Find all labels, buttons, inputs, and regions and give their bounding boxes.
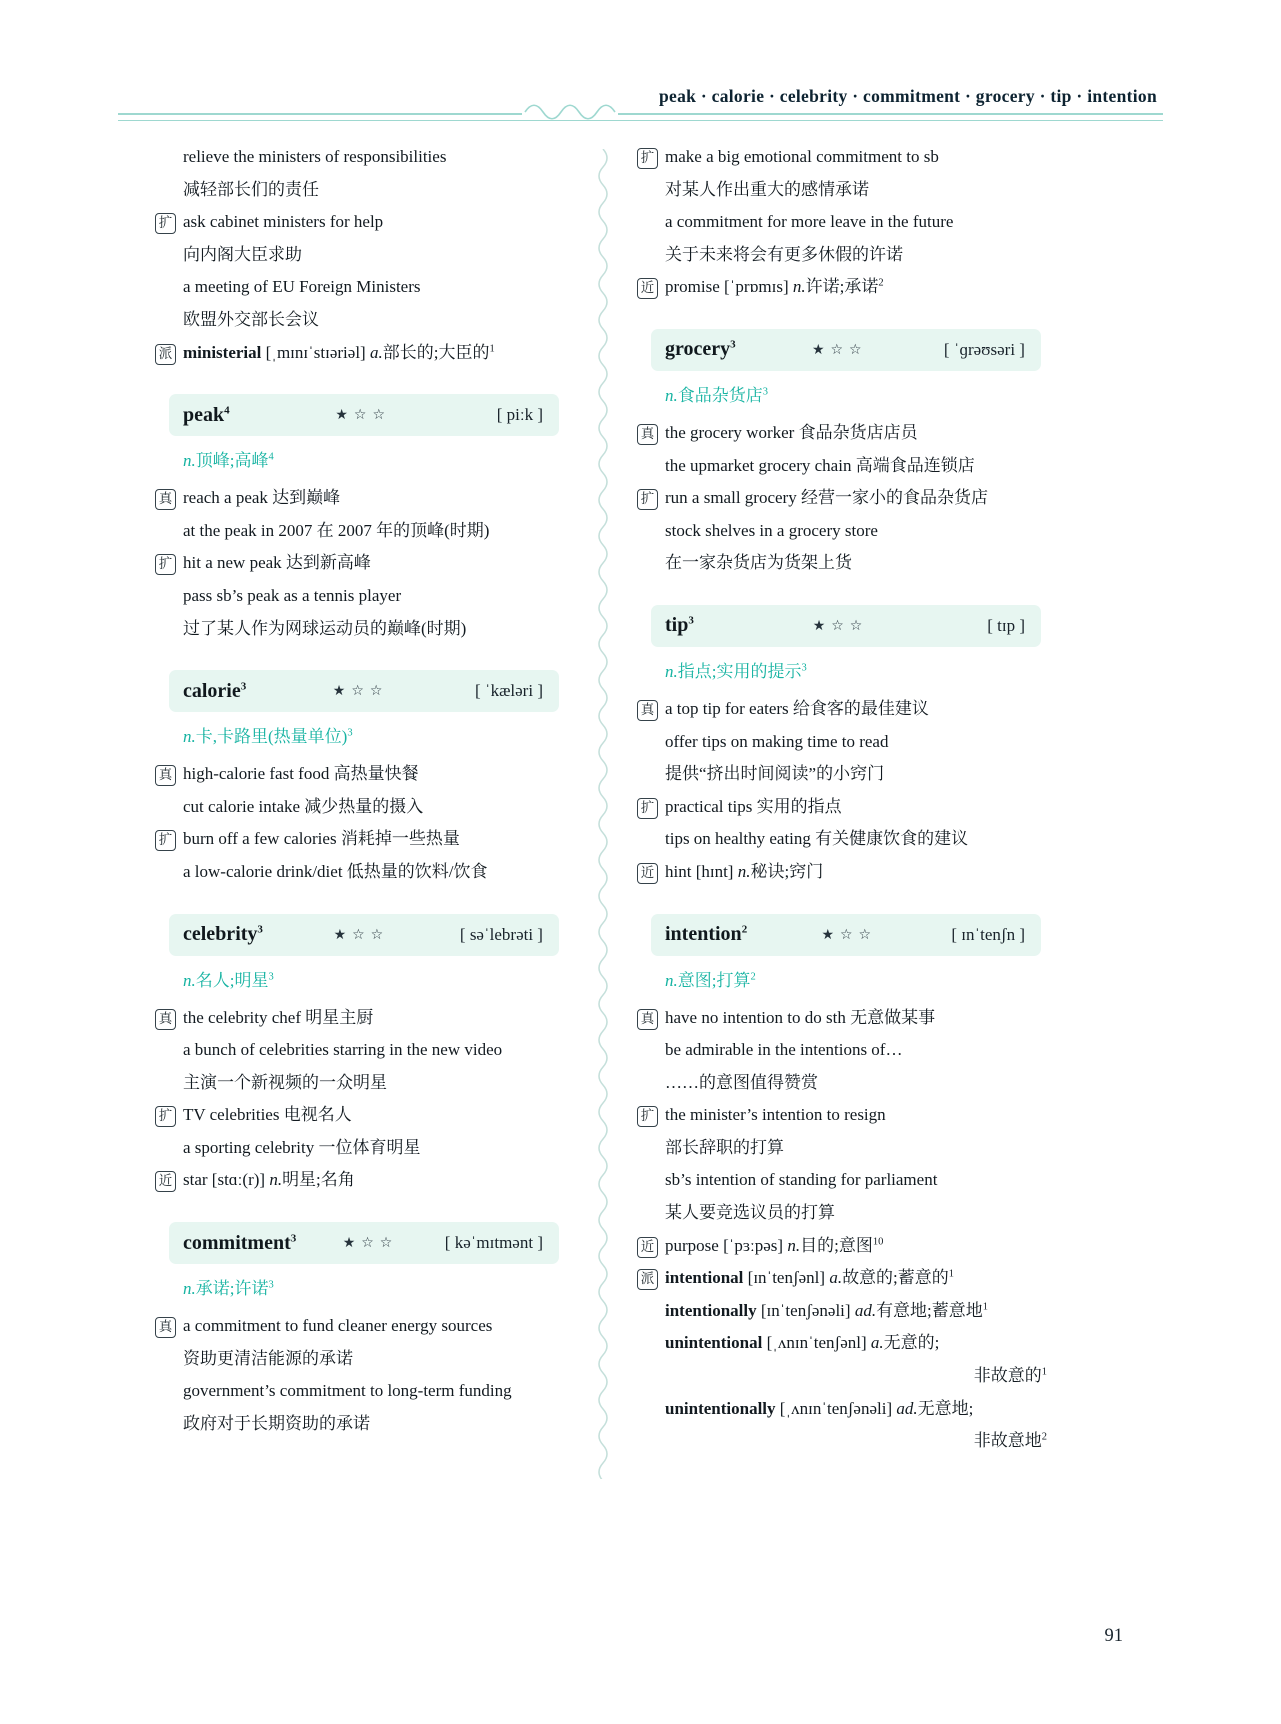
usage-group-zhen-example — [155, 1310, 569, 1440]
text-segment: 1 — [982, 1301, 989, 1313]
usage-group-kuo-extension — [637, 482, 1051, 580]
text-line — [665, 1393, 1051, 1426]
pronunciation: [ ˈɡrəʊsəri ] — [943, 339, 1025, 359]
pronunciation: [ ɪnˈtenʃn ] — [951, 924, 1025, 944]
text-line — [183, 1164, 569, 1197]
entry-header-grocery — [651, 329, 1041, 371]
header-rule — [118, 113, 1163, 121]
squiggle-divider-icon — [595, 149, 611, 1479]
pronunciation: [ ˈkæləri ] — [475, 681, 543, 701]
text-line: a sporting celebrity 一位体育明星 — [183, 1137, 421, 1157]
text-line: the grocery worker 食品杂货店店员 — [665, 422, 918, 442]
headword: tip$^3$ — [665, 614, 694, 637]
text-line: hit a new peak 达到新高峰 — [183, 553, 371, 573]
text-line: 主演一个新视频的一众明星 — [183, 1072, 387, 1092]
pronunciation: [ səˈlebrəti ] — [459, 924, 543, 944]
marker-kuo-extension-icon: 扩 — [155, 554, 176, 575]
usage-group-jin-synonym — [637, 856, 1051, 889]
marker-zhen-example-icon: 真 — [155, 765, 176, 786]
marker-jin-synonym-icon: 近 — [637, 278, 658, 299]
text-segment: 目的;意图 — [800, 1235, 873, 1255]
pronunciation: [ piːk ] — [496, 405, 543, 425]
text-segment: n. — [792, 277, 806, 297]
text-line: 某人要竞选议员的打算 — [665, 1203, 835, 1223]
usage-group-zhen-example — [155, 1002, 569, 1100]
text-line: at the peak in 2007 在 2007 年的顶峰(时期) — [183, 520, 490, 540]
usage-group-kuo-extension — [155, 547, 569, 645]
marker-jin-synonym-icon: 近 — [637, 863, 658, 884]
text-line — [665, 1425, 1051, 1458]
text-line: government’s commitment to long-term funding — [183, 1381, 512, 1401]
text-segment: 1 — [948, 1268, 955, 1280]
text-line: the celebrity chef 明星主厨 — [183, 1007, 374, 1027]
text-line: cut calorie intake 减少热量的摄入 — [183, 796, 424, 816]
marker-zhen-example-icon: 真 — [155, 1009, 176, 1030]
text-segment: 2 — [878, 277, 884, 289]
usage-group-jin-synonym — [155, 1164, 569, 1197]
text-line: pass sb’s peak as a tennis player — [183, 585, 402, 605]
text-segment: 10 — [872, 1236, 884, 1247]
usage-group-zhen-example — [637, 417, 1051, 482]
text-segment: star [stɑː(r)] — [183, 1170, 270, 1190]
usage-group-kuo-extension — [155, 206, 569, 336]
headword: celebrity$^3$ — [183, 923, 263, 945]
part-of-speech-definition: n.顶峰;高峰$^4$ — [183, 451, 274, 471]
text-segment: a. — [369, 342, 383, 362]
entry-header-intention — [651, 914, 1041, 956]
text-line: ……的意图值得赞赏 — [665, 1072, 818, 1092]
text-segment: 许诺;承诺 — [805, 277, 879, 297]
part-of-speech-definition: n.指点;实用的提示$^3$ — [665, 661, 807, 681]
text-line — [665, 1230, 1051, 1263]
text-segment: 1 — [1041, 1366, 1047, 1378]
usage-group-zhen-example — [155, 758, 569, 823]
part-of-speech-definition: n.卡,卡路里(热量单位)$^3$ — [183, 727, 353, 747]
pos-abbrev: n. — [183, 1279, 196, 1299]
usage-group-zhen-example — [637, 1002, 1051, 1100]
marker-jin-synonym-icon: 近 — [155, 1171, 176, 1192]
usage-group-kuo-extension — [637, 791, 1051, 856]
text-segment: 2 — [1041, 1431, 1047, 1443]
usage-group-kuo-extension — [637, 141, 1051, 271]
entry-header-peak — [169, 394, 559, 436]
text-line: stock shelves in a grocery store — [665, 520, 878, 540]
text-segment: promise [ˈprɒmɪs] — [665, 277, 793, 297]
text-line — [665, 1327, 1051, 1360]
pos-abbrev: n. — [665, 385, 678, 405]
usage-group-kuo-extension — [155, 823, 569, 888]
pos-abbrev: n. — [665, 970, 678, 990]
text-line: be admirable in the intentions of… — [665, 1040, 903, 1060]
usage-group-jin-synonym — [637, 271, 1051, 304]
text-line: practical tips 实用的指点 — [665, 796, 842, 816]
difficulty-stars: ★☆☆ — [342, 1235, 399, 1252]
text-line: run a small grocery 经营一家小的食品杂货店 — [665, 488, 988, 508]
text-segment: unintentional — [665, 1333, 763, 1353]
text-line: 关于未来将会有更多休假的许诺 — [665, 244, 903, 264]
text-line: have no intention to do sth 无意做某事 — [665, 1007, 936, 1027]
text-line: 政府对于长期资助的承诺 — [183, 1413, 370, 1433]
entry-header-celebrity — [169, 914, 559, 956]
headword: intention$^2$ — [665, 923, 748, 945]
text-segment: 非故意的 — [973, 1366, 1042, 1386]
text-segment: a. — [870, 1333, 884, 1353]
text-segment: 1 — [489, 342, 495, 354]
marker-kuo-extension-icon: 扩 — [637, 489, 658, 510]
usage-group-kuo-extension — [637, 1099, 1051, 1229]
text-line: 在一家杂货店为货架上货 — [665, 553, 852, 573]
text-segment: intentional — [665, 1268, 744, 1288]
text-segment: 无意地; — [917, 1398, 974, 1418]
usage-group-jin-synonym — [637, 1230, 1051, 1263]
difficulty-stars: ★☆☆ — [333, 926, 390, 943]
usage-group-pai-derivative — [155, 337, 569, 370]
text-segment: ad. — [854, 1300, 877, 1320]
marker-zhen-example-icon: 真 — [637, 424, 658, 445]
headword: grocery$^3$ — [665, 338, 736, 361]
marker-kuo-extension-icon: 扩 — [155, 830, 176, 851]
text-line: the upmarket grocery chain 高端食品连锁店 — [665, 455, 975, 475]
text-line: 减轻部长们的责任 — [183, 179, 319, 199]
difficulty-stars: ★☆☆ — [811, 341, 868, 358]
text-segment: [ˌmɪnɪˈstɪəriəl] — [261, 342, 370, 362]
text-segment: 故意的;蓄意的 — [842, 1268, 949, 1288]
pos-abbrev: n. — [183, 970, 196, 990]
pos-abbrev: n. — [665, 661, 678, 681]
text-line: 提供“挤出时间阅读”的小窍门 — [665, 764, 885, 784]
marker-zhen-example-icon: 真 — [637, 1009, 658, 1030]
running-head: peak · calorie · celebrity · commitment · grocery · tip · intention — [658, 86, 1157, 106]
text-segment: hint [hɪnt] — [665, 861, 738, 881]
text-segment: 无意的; — [883, 1333, 940, 1353]
column-left — [155, 141, 569, 1479]
part-of-speech-definition: n.名人;明星$^3$ — [183, 970, 274, 990]
entry-header-calorie — [169, 670, 559, 712]
marker-kuo-extension-icon: 扩 — [155, 213, 176, 234]
text-segment: ad. — [896, 1398, 918, 1418]
text-line: a commitment for more leave in the future — [665, 212, 954, 232]
text-segment: n. — [269, 1170, 283, 1190]
text-line: reach a peak 达到巅峰 — [183, 488, 341, 508]
text-line: the minister’s intention to resign — [665, 1105, 886, 1125]
page-number: 91 — [1104, 1626, 1123, 1646]
text-line: offer tips on making time to read — [665, 731, 889, 751]
marker-kuo-extension-icon: 扩 — [155, 1106, 176, 1127]
headword: commitment$^3$ — [183, 1231, 297, 1254]
text-segment: n. — [737, 861, 751, 881]
text-segment: [ɪnˈtenʃənl] — [743, 1268, 830, 1288]
text-line: ask cabinet ministers for help — [183, 212, 384, 232]
text-segment: 部长的;大臣的 — [382, 342, 490, 362]
pos-abbrev: n. — [183, 451, 196, 471]
entry-header-tip — [651, 605, 1041, 647]
text-segment: purpose [ˈpɜːpəs] — [665, 1235, 788, 1255]
marker-zhen-example-icon: 真 — [155, 489, 176, 510]
marker-pai-derivative-icon: 派 — [155, 344, 176, 365]
text-line: sb’s intention of standing for parliament — [665, 1170, 938, 1190]
difficulty-stars: ★☆☆ — [335, 407, 391, 424]
marker-kuo-extension-icon: 扩 — [637, 148, 658, 169]
text-line: relieve the ministers of responsibilities — [183, 147, 447, 166]
part-of-speech-definition: n.意图;打算$^2$ — [665, 970, 756, 990]
entry-header-commitment — [169, 1222, 559, 1264]
text-line: 资助更清洁能源的承诺 — [183, 1348, 353, 1368]
text-line: 过了某人作为网球运动员的巅峰(时期) — [183, 618, 467, 638]
continuation-group — [155, 141, 569, 206]
text-line: 对某人作出重大的感情承诺 — [665, 179, 869, 199]
marker-jin-synonym-icon: 近 — [637, 1237, 658, 1258]
text-line: TV celebrities 电视名人 — [183, 1105, 352, 1125]
text-segment: [ˌʌnɪnˈtenʃənəli] — [775, 1398, 897, 1418]
column-right — [637, 141, 1051, 1479]
text-line — [183, 337, 569, 370]
usage-group-pai-derivative — [637, 1262, 1051, 1458]
text-segment: unintentionally — [665, 1398, 776, 1418]
marker-zhen-example-icon: 真 — [637, 700, 658, 721]
marker-kuo-extension-icon: 扩 — [637, 798, 658, 819]
text-line: make a big emotional commitment to sb — [665, 147, 939, 166]
two-column-content — [155, 141, 1051, 1479]
marker-kuo-extension-icon: 扩 — [637, 1106, 658, 1127]
difficulty-stars: ★☆☆ — [812, 617, 869, 634]
part-of-speech-definition: n.承诺;许诺$^3$ — [183, 1279, 274, 1299]
text-line — [665, 1295, 1051, 1328]
text-line: a low-calorie drink/diet 低热量的饮料/饮食 — [183, 861, 488, 881]
usage-group-kuo-extension — [155, 1099, 569, 1164]
pronunciation: [ kəˈmɪtmənt ] — [444, 1233, 543, 1253]
text-line — [665, 271, 1051, 304]
text-line: a meeting of EU Foreign Ministers — [183, 277, 421, 297]
text-segment: 秘诀;窍门 — [750, 861, 824, 881]
headword: calorie$^3$ — [183, 679, 247, 702]
usage-group-zhen-example — [637, 693, 1051, 791]
text-line: high-calorie fast food 高热量快餐 — [183, 764, 419, 784]
text-segment: [ɪnˈtenʃənəli] — [756, 1300, 855, 1320]
headword: peak$^4$ — [183, 403, 230, 426]
marker-zhen-example-icon: 真 — [155, 1317, 176, 1338]
text-segment: 明星;名角 — [282, 1170, 355, 1190]
rule-wave-ornament-icon — [522, 104, 618, 120]
text-segment: 有意地;蓄意地 — [876, 1300, 983, 1320]
text-line: burn off a few calories 消耗掉一些热量 — [183, 829, 460, 849]
text-line — [665, 856, 1051, 889]
text-segment: [ˌʌnɪnˈtenʃənl] — [762, 1333, 871, 1353]
text-segment: n. — [787, 1235, 801, 1255]
text-line: a bunch of celebrities starring in the new video — [183, 1040, 503, 1060]
marker-pai-derivative-icon: 派 — [637, 1269, 658, 1290]
text-line — [665, 1262, 1051, 1295]
text-segment: a. — [829, 1268, 843, 1288]
text-line: 欧盟外交部长会议 — [183, 309, 319, 329]
pos-abbrev: n. — [183, 727, 196, 747]
text-segment: ministerial — [183, 342, 262, 362]
text-line: a top tip for eaters 给食客的最佳建议 — [665, 698, 929, 718]
usage-group-zhen-example — [155, 482, 569, 547]
difficulty-stars: ★☆☆ — [332, 683, 389, 700]
difficulty-stars: ★☆☆ — [821, 926, 878, 943]
text-line: tips on healthy eating 有关健康饮食的建议 — [665, 829, 969, 849]
text-line — [665, 1360, 1051, 1393]
text-line: 部长辞职的打算 — [665, 1137, 784, 1157]
text-line: a commitment to fund cleaner energy sources — [183, 1316, 493, 1336]
text-segment: intentionally — [665, 1300, 757, 1320]
part-of-speech-definition: n.食品杂货店$^3$ — [665, 385, 768, 405]
column-divider — [569, 141, 637, 1479]
text-line: 向内阁大臣求助 — [183, 244, 302, 264]
text-segment: 非故意地 — [973, 1431, 1042, 1451]
pronunciation: [ tɪp ] — [987, 615, 1025, 635]
